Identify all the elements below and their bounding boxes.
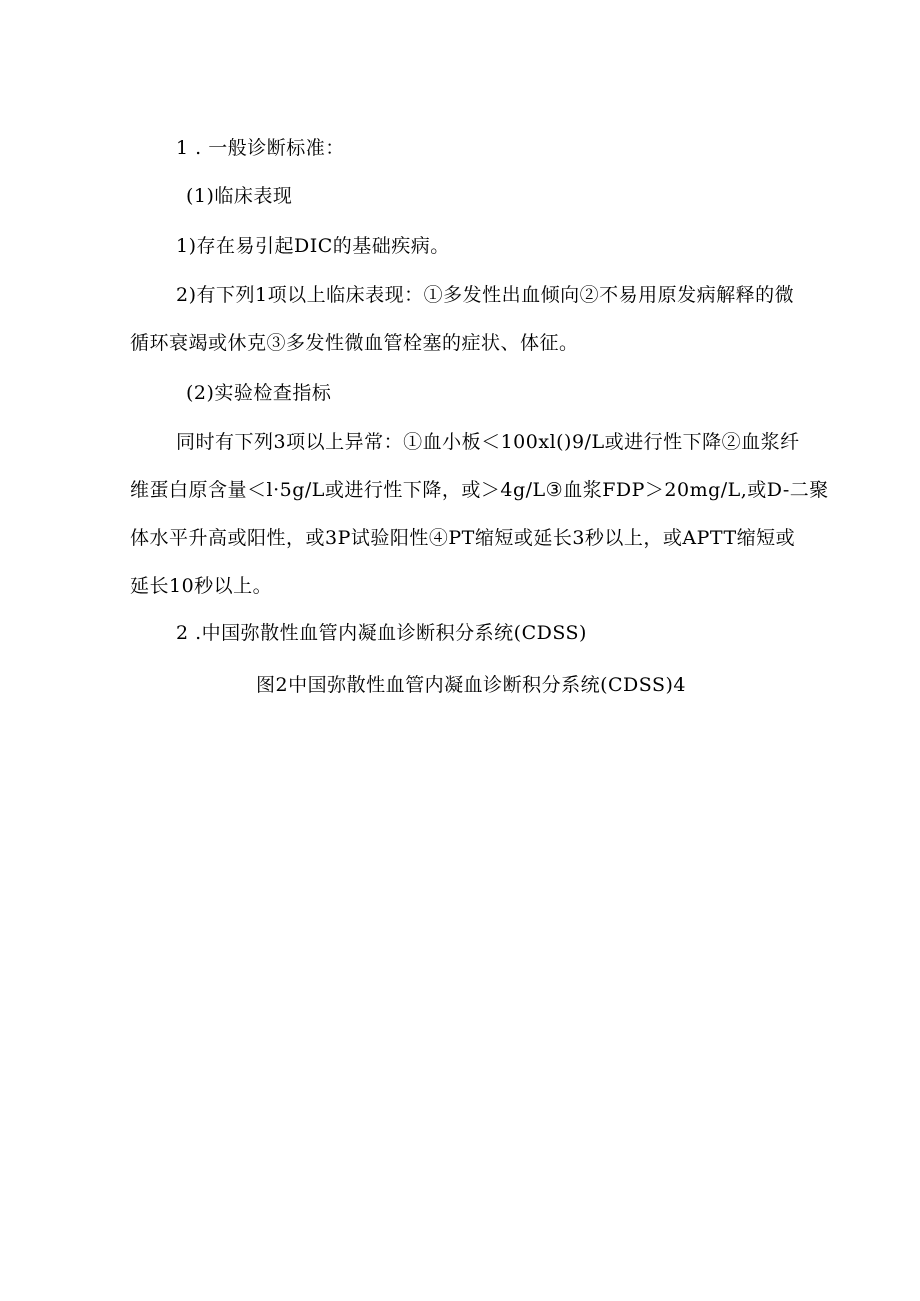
figure-caption: 图2中国弥散性血管内凝血诊断积分系统(CDSS)4 xyxy=(256,674,686,696)
lab-paragraph-line-3: 体水平升高或阳性，或3P试验阳性④PT缩短或延长3秒以上，或APTT缩短或 xyxy=(130,527,796,549)
section-heading-general-criteria: 1 . 一般诊断标准： xyxy=(176,137,345,159)
section-heading-cdss: 2 .中国弥散性血管内凝血诊断积分系统(CDSS) xyxy=(176,622,587,644)
lab-paragraph-line-1: 同时有下列3项以上异常：①血小板＜100xl()9∕L或进行性下降②血浆纤 xyxy=(176,431,800,453)
criterion-item-2-line-2: 循环衰竭或休克③多发性微血管栓塞的症状、体征。 xyxy=(130,332,579,354)
subheading-clinical-manifestations: (1)临床表现 xyxy=(186,185,293,207)
criterion-item-1: 1)存在易引起DIC的基础疾病。 xyxy=(176,235,450,257)
lab-paragraph-line-4: 延长10秒以上。 xyxy=(130,575,273,597)
lab-paragraph-line-2: 维蛋白原含量＜l·5g∕L或进行性下降，或＞4g∕L③血浆FDP＞20mg∕L,或D-二聚 xyxy=(130,479,829,501)
subheading-lab-indicators: (2)实验检查指标 xyxy=(186,382,332,404)
criterion-item-2-line-1: 2)有下列1项以上临床表现：①多发性出血倾向②不易用原发病解释的微 xyxy=(176,284,795,306)
